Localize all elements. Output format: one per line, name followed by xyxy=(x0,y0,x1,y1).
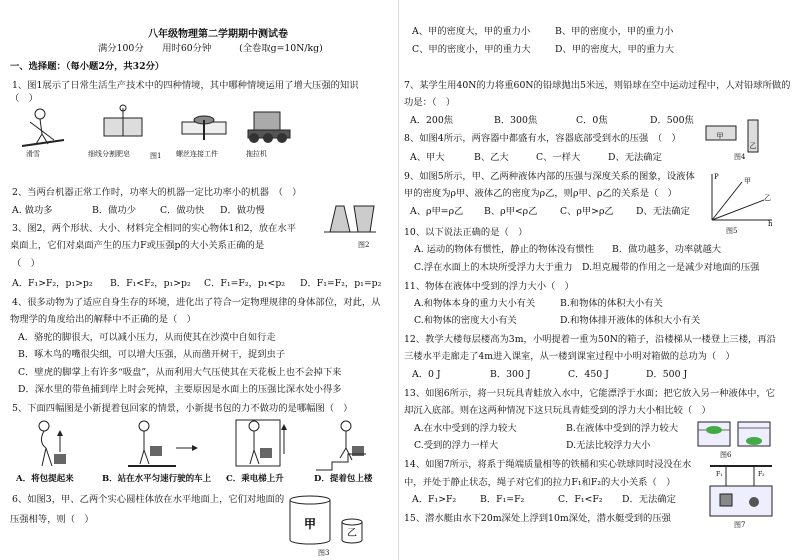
q2-opt-a: A. 做功多 xyxy=(12,205,53,216)
skier-illustration xyxy=(22,109,64,146)
soap-illustration xyxy=(104,105,142,136)
q10-stem: 10、以下说法正确的是（ ） xyxy=(404,227,528,238)
fig1-cap-ski: 滑雪 xyxy=(26,150,40,158)
exam-info: 满分100分 用时60分钟 (全卷取g=10N/kg) xyxy=(98,43,323,54)
q12-opt-d: D．500 J xyxy=(646,369,688,380)
fig5-yi-label: 乙 xyxy=(764,194,771,202)
q2-opt-d: D．做功慢 xyxy=(220,205,265,216)
q5-opt-b: B．站在水平匀速行驶的车上 xyxy=(102,474,212,484)
fig1-cap-soap: 细线分割肥皂 xyxy=(88,150,130,158)
figure-7 xyxy=(706,462,776,520)
q13-stem-2: 却沉入底部。则在这两种情况下这只玩具青蛙受到的浮力大小相比较（ ） xyxy=(404,405,711,416)
q2-opt-b: B．做功少 xyxy=(92,205,137,216)
q3-opt-c: C．F₁=F₂，p₁<p₂ xyxy=(204,278,285,289)
q14-stem-2: 中，并处于静止状态，绳子对它们的拉力F₁和F₂的大小关系（ ） xyxy=(404,477,676,488)
q13-opt-a: A.在水中受到的浮力较大 xyxy=(414,423,517,434)
fig4-jia-label: 甲 xyxy=(716,132,724,140)
q6-opt-c: C、甲的密度小，甲的重力大 xyxy=(412,44,531,55)
q3-paren: （ ） xyxy=(12,258,40,269)
q7-stem-1: 7、某学生用40N的力将重60N的铅球抛出5米远，则铅球在空中运动过程中，人对铅球所做的 xyxy=(404,80,791,91)
q7-stem-2: 功是：（ ） xyxy=(404,97,456,108)
q10-opt-b: B．做功越多，功率就越大 xyxy=(612,244,722,255)
q2-stem: 2、当两台机器正常工作时，功率大的机器一定比功率小的机器 （ ） xyxy=(12,187,302,198)
q14-opt-d: D．无法确定 xyxy=(622,494,676,505)
q4-stem-2: 物理学的角度给出的解释中不正确的是（ ） xyxy=(10,314,196,325)
q12-opt-c: C．450 J xyxy=(568,369,609,380)
q2-opt-c: C．做功快 xyxy=(160,205,205,216)
figure-q5 xyxy=(16,418,376,474)
q3-stem-2: 桌面上，它们对桌面产生的压力F或压强p的大小关系正确的是 xyxy=(10,240,265,251)
exam-title: 八年级物理第二学期期中测试卷 xyxy=(148,29,288,40)
q12-stem-2: 三楼水平走廊走了4m进入课室，从一楼到课室过程中小明对箱做的总功为（ ） xyxy=(404,351,735,362)
q1-paren: （ ） xyxy=(10,93,38,104)
q7-opt-b: B．300焦 xyxy=(494,115,538,126)
q11-opt-a: A.和物体本身的重力大小有关 xyxy=(414,298,536,309)
tractor-illustration xyxy=(248,112,290,143)
q11-opt-d: D.和物体排开液体的体积大小有关 xyxy=(560,315,701,326)
q4-opt-d: D．深水里的带鱼捕到岸上时会死掉，主要原因是水面上的压强比深水处小得多 xyxy=(18,384,342,395)
q14-opt-a: A．F₁>F₂ xyxy=(412,494,457,505)
q5-opt-a: A．将包提起来 xyxy=(16,474,74,484)
q13-stem-1: 13、如图6所示，将一只玩具青蛙放入水中，它能漂浮于水面；把它放入另一种液体中，它 xyxy=(404,388,776,399)
fig2-label: 图2 xyxy=(358,241,370,249)
q1-stem: 1、图1展示了日常生活生产技术中的四种情境，其中哪种情境运用了增大压强的知识 xyxy=(12,80,359,91)
fig1-cap-tractor: 拖拉机 xyxy=(246,150,267,158)
figure-5 xyxy=(706,170,776,226)
q5-opt-c: C．乘电梯上升 xyxy=(226,474,284,484)
q6-opt-a: A、甲的密度大，甲的重力小 xyxy=(412,26,531,37)
q3-opt-b: B．F₁<F₂，p₁>p₂ xyxy=(110,278,191,289)
column-divider xyxy=(398,0,399,560)
figure-2 xyxy=(322,202,378,242)
q7-opt-c: C．0焦 xyxy=(576,115,608,126)
q9-opt-c: C、ρ甲>ρ乙 xyxy=(560,206,614,217)
screw-illustration xyxy=(182,116,226,140)
fig4-label: 图4 xyxy=(734,153,746,161)
q9-opt-b: B、ρ甲<ρ乙 xyxy=(484,206,538,217)
q7-opt-d: D．500焦 xyxy=(650,115,694,126)
fig5-p-label: P xyxy=(714,173,719,181)
fig5-h-label: h xyxy=(768,220,773,226)
fig7-f1-label: F₁ xyxy=(716,471,723,478)
q3-opt-d: D．F₁=F₂，p₁=p₂ xyxy=(300,278,382,289)
q10-opt-d: D.坦克履带的作用之一是减少对地面的压强 xyxy=(582,262,760,273)
q3-opt-a: A．F₁>F₂，p₁>p₂ xyxy=(12,278,93,289)
q14-opt-c: C．F₁<F₂ xyxy=(558,494,603,505)
q10-opt-a: A. 运动的物体有惯性，静止的物体没有惯性 xyxy=(414,244,594,255)
figure-6 xyxy=(696,420,776,452)
fig4-yi-label: 乙 xyxy=(749,142,757,150)
q6-opt-d: D、甲的密度大，甲的重力大 xyxy=(555,44,675,55)
fig3-label: 图3 xyxy=(318,549,330,557)
q13-opt-c: C.受到的浮力一样大 xyxy=(414,440,499,451)
q9-stem-2: 甲的密度为ρ甲、液体乙的密度为ρ乙，则ρ甲、ρ乙的关系是（ ） xyxy=(404,188,677,199)
q15-stem: 15、潜水艇由水下20m深处上浮到10m深处，潜水艇受到的压强 xyxy=(404,513,671,524)
q8-opt-b: B、乙大 xyxy=(474,152,509,163)
q12-stem-1: 12、教学大楼每层楼高为3m，小明提着一重为50N的箱子，沿楼梯从一楼登上三楼，再沿 xyxy=(404,334,776,345)
q5-opt-d: D．提着包上楼 xyxy=(314,474,373,484)
q14-opt-b: B．F₁=F₂ xyxy=(480,494,525,505)
q6-opt-b: B、甲的密度小，甲的重力小 xyxy=(555,26,674,37)
q4-opt-c: C．壁虎的脚掌上有许多“吸盘”，从而利用大气压使其在天花板上也不会掉下来 xyxy=(18,367,342,378)
q7-opt-a: A．200焦 xyxy=(410,115,454,126)
q10-opt-c: C.浮在水面上的木块所受浮力大于重力 xyxy=(414,262,573,273)
q9-opt-a: A、ρ甲=ρ乙 xyxy=(410,206,464,217)
fig1-label: 图1 xyxy=(150,152,162,160)
fig5-jia-label: 甲 xyxy=(744,177,751,185)
fig7-f2-label: F₂ xyxy=(758,471,765,478)
fig3-yi-label: 乙 xyxy=(347,528,357,539)
q8-opt-c: C、一样大 xyxy=(536,152,581,163)
q8-opt-d: D、无法确定 xyxy=(608,152,662,163)
q6-stem-2: 压强相等，则（ ） xyxy=(10,514,94,525)
q4-opt-b: B．啄木鸟的嘴很尖细，可以增大压强，从而凿开树干，捉到虫子 xyxy=(18,349,286,360)
q11-opt-c: C.和物体的密度大小有关 xyxy=(414,315,517,326)
q5-stem: 5、下面四幅图是小新提着包回家的情景，小新提书包的力不做功的是哪幅图（ ） xyxy=(12,403,353,414)
q8-stem: 8、如图4所示，两容器中都盛有水，容器底部受到水的压强 （ ） xyxy=(404,133,681,144)
q9-stem-1: 9、如图5所示，甲、乙两种液体内部的压强与深度关系的图象，设液体 xyxy=(404,171,695,182)
q11-stem: 11、物体在液体中受到的浮力大小（ ） xyxy=(404,281,574,292)
q6-stem-1: 6、如图3，甲、乙两个实心圆柱体放在水平地面上，它们对地面的 xyxy=(12,494,285,505)
fig5-label: 图5 xyxy=(726,227,738,235)
q14-stem-1: 14、如图7所示，将系于绳端质量相等的铁桶和实心铁球同时浸没在水 xyxy=(404,459,692,470)
q13-opt-d: D.无法比较浮力大小 xyxy=(566,440,651,451)
q12-opt-b: B．300 J xyxy=(490,369,531,380)
q3-stem-1: 3、图2，两个形状、大小、材料完全相同的实心物体1和2，放在水平 xyxy=(12,223,296,234)
fig3-jia-label: 甲 xyxy=(303,517,317,531)
q11-opt-b: B.和物体的体积大小有关 xyxy=(560,298,663,309)
fig1-cap-screw: 螺丝连接工件 xyxy=(176,150,218,158)
q8-opt-a: A、甲大 xyxy=(410,152,445,163)
fig6-label: 图6 xyxy=(720,451,732,459)
q4-opt-a: A．骆驼的脚很大，可以减小压力，从而使其在沙漠中自如行走 xyxy=(18,332,276,343)
q9-opt-d: D、无法确定 xyxy=(636,206,690,217)
q12-opt-a: A．0 J xyxy=(412,369,441,380)
q4-stem-1: 4、很多动物为了适应自身生存的环境，进化出了符合一定物理规律的身体部位，对此，从 xyxy=(12,297,381,308)
figure-3 xyxy=(286,494,376,550)
q13-opt-b: B.在液体中受到的浮力较大 xyxy=(566,423,679,434)
fig7-label: 图7 xyxy=(734,521,746,529)
section-heading: 一、选择题：（每小题2分，共32分） xyxy=(10,61,165,72)
